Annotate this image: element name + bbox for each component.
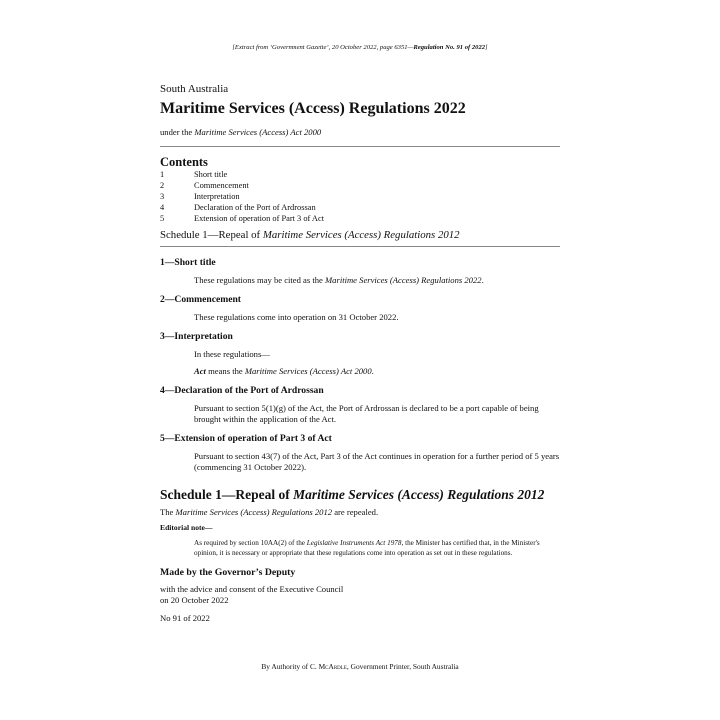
contents-item-number: 2: [160, 181, 165, 190]
contents-item-number: 3: [160, 192, 165, 201]
definition-act: Maritime Services (Access) Act 2000: [244, 366, 372, 376]
section-1-heading: 1—Short title: [160, 257, 216, 268]
editorial-text-act: Legislative Instruments Act 1978: [306, 539, 402, 547]
under-act-line: [160, 127, 560, 138]
editorial-note-text: [194, 539, 560, 558]
editorial-note-heading: Editorial note—: [160, 523, 213, 532]
under-prefix: under the: [160, 127, 195, 137]
contents-schedule-prefix: Schedule 1—Repeal of: [160, 229, 263, 241]
contents-schedule-entry: [160, 228, 560, 242]
definition-suffix: .: [371, 366, 374, 376]
section-1-text-italic: Maritime Services (Access) Regulations 2022: [325, 275, 482, 285]
contents-item-label: Interpretation: [194, 192, 240, 201]
section-4-text: Pursuant to section 5(1)(g) of the Act, the Port of Ardrossan is declared to be a port capable of being brought within the application of the Act.: [194, 403, 539, 424]
contents-item-number: 5: [160, 214, 165, 223]
state-name: South Australia: [160, 83, 229, 95]
gazette-suffix: ]: [485, 44, 488, 51]
section-2-heading: 2—Commencement: [160, 294, 241, 305]
regulation-number: No 91 of 2022: [160, 613, 210, 624]
definition-term: Act: [194, 366, 206, 376]
printer-footer: [0, 662, 720, 671]
contents-list: [160, 169, 560, 224]
contents-heading: Contents: [160, 155, 208, 169]
schedule-text-suffix: are repealed.: [332, 507, 379, 517]
made-by-heading: Made by the Governor’s Deputy: [160, 567, 296, 579]
made-by-line-1: with the advice and consent of the Executive Council: [160, 584, 344, 595]
contents-item-label: Declaration of the Port of Ardrossan: [194, 203, 316, 212]
contents-item-label: Short title: [194, 170, 228, 179]
contents-item-number: 4: [160, 203, 165, 212]
contents-item: [160, 169, 560, 180]
contents-schedule-title: Maritime Services (Access) Regulations 2012: [262, 229, 460, 241]
made-by-line-2: on 20 October 2022: [160, 595, 229, 606]
contents-item: [160, 213, 560, 224]
section-3-text: In these regulations—: [194, 349, 270, 359]
footer-printer-name: McArdle: [318, 662, 347, 671]
schedule-heading: [160, 486, 560, 503]
editorial-text-prefix: As required by section 10AA(2) of the: [194, 539, 307, 547]
gazette-extract-line: [0, 44, 720, 51]
section-2-text: These regulations come into operation on 31 October 2022.: [194, 312, 399, 322]
footer-prefix: By Authority of C.: [261, 662, 319, 671]
section-3-heading: 3—Interpretation: [160, 331, 233, 342]
divider-contents: [160, 246, 560, 247]
schedule-heading-title: Maritime Services (Access) Regulations 2012: [293, 487, 545, 502]
schedule-text: [160, 507, 560, 518]
editorial-text-suffix: , the Minister has certified that, in the Minister's opinion, it is necessary or appropriate that these regulations come into operation as set out in these regulations.: [194, 539, 540, 557]
gazette-prefix: [Extract from ‘Government Gazette’, 20 October 2022, page 6351—: [232, 44, 414, 51]
regulation-body: [160, 82, 560, 624]
contents-item-number: 1: [160, 170, 165, 179]
section-1-text-suffix: .: [481, 275, 484, 285]
section-5-heading: 5—Extension of operation of Part 3 of Act: [160, 433, 332, 444]
section-1-text: [194, 275, 560, 286]
contents-item: [160, 202, 560, 213]
schedule-heading-prefix: Schedule 1—Repeal of: [160, 487, 294, 502]
section-3-definition: [194, 366, 560, 377]
contents-item: [160, 191, 560, 202]
schedule-text-prefix: The: [160, 507, 176, 517]
schedule-text-title: Maritime Services (Access) Regulations 2012: [175, 507, 333, 517]
regulation-title: Maritime Services (Access) Regulations 2022: [160, 100, 466, 117]
section-1-text-prefix: These regulations may be cited as the: [194, 275, 326, 285]
contents-item-label: Commencement: [194, 181, 249, 190]
definition-mid: means the: [205, 366, 245, 376]
under-act-name: Maritime Services (Access) Act 2000: [194, 127, 322, 137]
contents-item: [160, 180, 560, 191]
divider-top: [160, 146, 560, 147]
section-5-text: Pursuant to section 43(7) of the Act, Part 3 of the Act continues in operation for a further period of 5 years (commencing 31 October 2022).: [194, 451, 560, 472]
section-4-heading: 4—Declaration of the Port of Ardrossan: [160, 385, 324, 396]
footer-suffix: , Government Printer, South Australia: [346, 662, 459, 671]
contents-item-label: Extension of operation of Part 3 of Act: [194, 214, 325, 223]
gazette-regulation: Regulation No. 91 of 2022: [413, 44, 486, 51]
